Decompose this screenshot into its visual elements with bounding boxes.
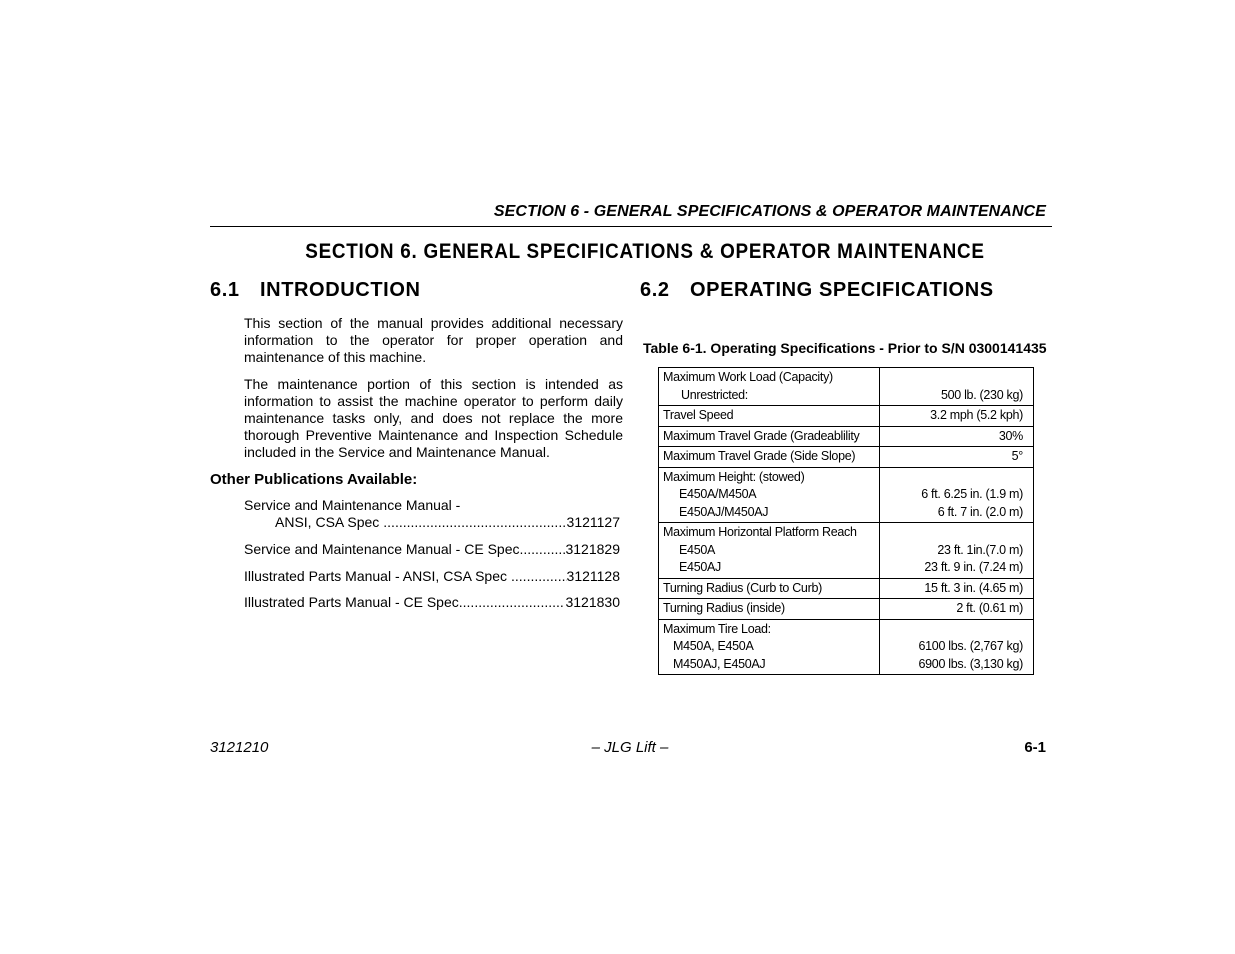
leader-dots [379, 514, 566, 531]
spec-label-cell [659, 619, 880, 675]
operating-title: OPERATING SPECIFICATIONS [690, 279, 994, 301]
spec-value: 5° [1011, 449, 1023, 463]
spec-label: Maximum Tire Load: [663, 621, 771, 636]
table-row [659, 368, 1034, 406]
publication-number: 3121127 [566, 514, 620, 530]
table-row [659, 599, 1034, 620]
publication-title: Illustrated Parts Manual - CE Spec [244, 594, 459, 610]
publication-number: 3121830 [565, 594, 620, 610]
spec-sublabel: E450A [679, 542, 716, 557]
intro-paragraph-1: This section of the manual provides additional necessary information to the operator for proper operation and maintenance of this machine. [244, 315, 623, 365]
spec-sublabel: E450A/M450A [679, 487, 757, 501]
spec-label: Maximum Travel Grade (Gradeablility [663, 428, 860, 443]
spec-sublabel: E450AJ/M450AJ [679, 504, 769, 519]
table-row [659, 426, 1034, 447]
running-header: SECTION 6 - GENERAL SPECIFICATIONS & OPERATOR MAINTENANCE [493, 203, 1046, 220]
spec-label: Turning Radius (Curb to Curb) [663, 580, 822, 595]
intro-paragraph-2: The maintenance portion of this section is intended as information to assist the machine operator to perform daily maintenance tasks only, and does not replace the more thorough Preventive Maintenance and Inspection Schedule included in the Service and Maintenance Manual. [244, 376, 623, 460]
spec-value: 2 ft. (0.61 m) [956, 601, 1023, 615]
publication-number: 3121829 [565, 541, 620, 557]
spec-value: 6900 lbs. (3,130 kg) [918, 656, 1023, 671]
spec-value: 3.2 mph (5.2 kph) [930, 408, 1023, 422]
publication-number: 3121128 [566, 568, 620, 584]
spec-value: 23 ft. 9 in. (7.24 m) [924, 560, 1023, 574]
spec-label: Turning Radius (inside) [663, 601, 785, 615]
spec-value-cell [880, 523, 1034, 579]
spec-label: Travel Speed [663, 408, 734, 422]
spec-sublabel: M450AJ, E450AJ [673, 656, 766, 671]
spec-value-cell [880, 578, 1034, 599]
spec-value: 23 ft. 1in.(7.0 m) [937, 542, 1023, 557]
other-publications-heading: Other Publications Available: [210, 471, 418, 488]
table-caption: Table 6-1. Operating Specifications - Prior to S/N 0300141435 [643, 340, 1047, 356]
spec-label-cell [659, 447, 880, 468]
operating-specs-table [658, 367, 1034, 675]
footer-page-number: 6-1 [1024, 739, 1046, 756]
spec-label-cell [659, 406, 880, 427]
publication-item [244, 594, 620, 611]
spec-value-cell [880, 368, 1034, 406]
spec-label-cell [659, 426, 880, 447]
spec-sublabel: M450A, E450A [673, 639, 754, 653]
publication-title: Illustrated Parts Manual - ANSI, CSA Spec [244, 568, 508, 584]
spec-value-cell [880, 426, 1034, 447]
operating-number: 6.2 [640, 279, 670, 301]
publication-title: Service and Maintenance Manual - [244, 497, 461, 513]
spec-label-cell [659, 578, 880, 599]
spec-label-cell [659, 368, 880, 406]
spec-value: 6100 lbs. (2,767 kg) [918, 639, 1023, 653]
publication-title: Service and Maintenance Manual - CE Spec [244, 541, 520, 557]
footer-brand: – JLG Lift – [591, 739, 669, 756]
section-title: SECTION 6. GENERAL SPECIFICATIONS & OPERATOR MAINTENANCE [305, 240, 985, 263]
leader-dots [519, 541, 565, 558]
table-row [659, 406, 1034, 427]
spec-value-cell [880, 447, 1034, 468]
table-row [659, 447, 1034, 468]
publication-subtitle: ANSI, CSA Spec [275, 514, 380, 530]
publication-item [244, 568, 620, 585]
leader-dots [507, 568, 567, 585]
table-row [659, 467, 1034, 523]
intro-heading [210, 279, 421, 302]
spec-label: Maximum Height: (stowed) [663, 469, 805, 484]
operating-heading [640, 279, 994, 302]
publication-item [244, 497, 620, 531]
intro-title: INTRODUCTION [260, 279, 421, 301]
intro-number: 6.1 [210, 279, 240, 301]
spec-value-cell [880, 599, 1034, 620]
publication-item [244, 541, 620, 558]
spec-label-cell [659, 467, 880, 523]
table-row [659, 619, 1034, 675]
spec-label-cell [659, 599, 880, 620]
spec-value-cell [880, 619, 1034, 675]
spec-label: Maximum Travel Grade (Side Slope) [663, 449, 856, 463]
footer-doc-number: 3121210 [210, 739, 269, 756]
table-row [659, 578, 1034, 599]
spec-value: 15 ft. 3 in. (4.65 m) [924, 580, 1023, 595]
spec-value: 6 ft. 7 in. (2.0 m) [937, 504, 1023, 519]
spec-value: 500 lb. (230 kg) [940, 387, 1023, 402]
header-rule [210, 226, 1052, 227]
leader-dots [459, 594, 566, 611]
spec-label-cell [659, 523, 880, 579]
spec-value: 30% [998, 428, 1023, 443]
spec-label: Maximum Horizontal Platform Reach [663, 525, 857, 539]
spec-value-cell [880, 467, 1034, 523]
spec-sublabel: E450AJ [679, 560, 721, 574]
table-row [659, 523, 1034, 579]
spec-sublabel: Unrestricted: [681, 387, 748, 402]
spec-value-cell [880, 406, 1034, 427]
spec-value: 6 ft. 6.25 in. (1.9 m) [921, 487, 1023, 501]
spec-label: Maximum Work Load (Capacity) [663, 370, 833, 384]
